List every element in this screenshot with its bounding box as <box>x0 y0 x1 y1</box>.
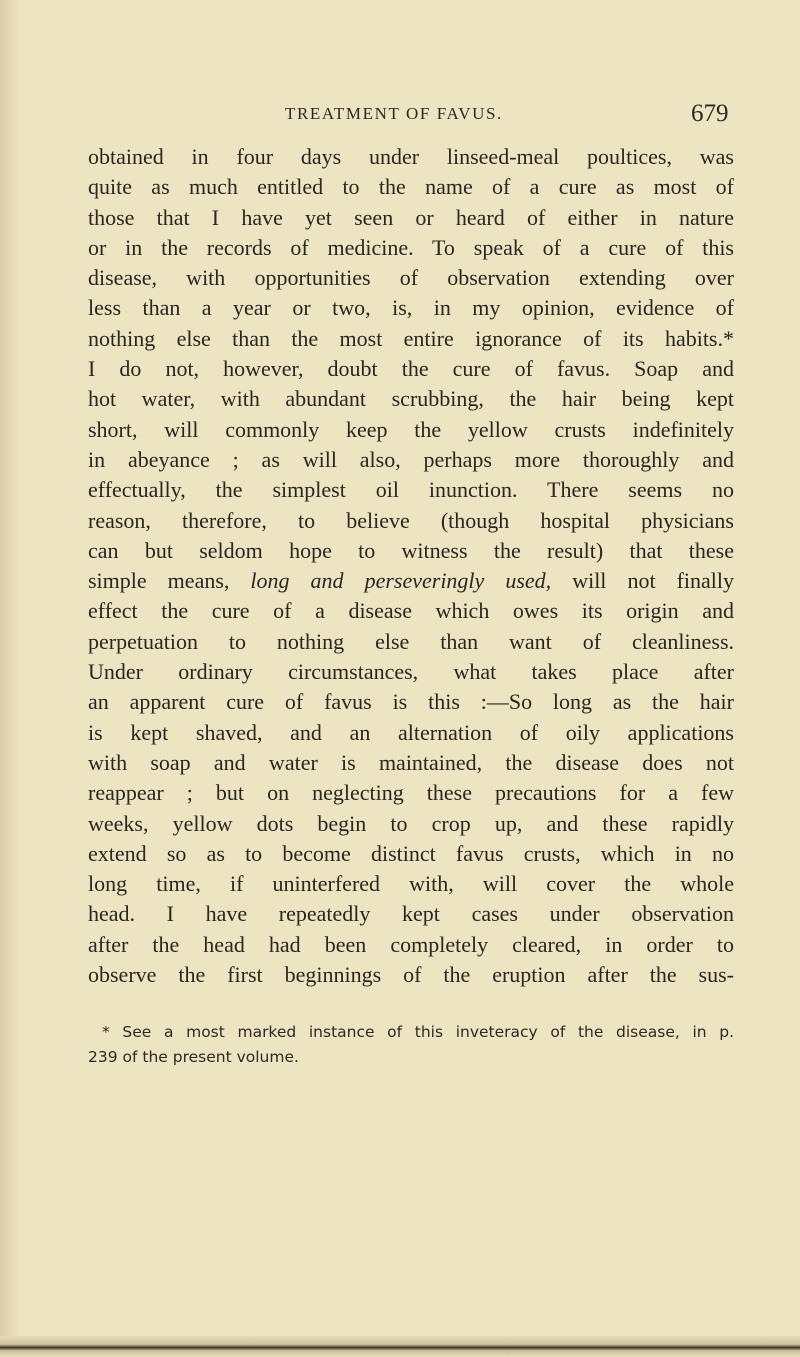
text-line: with soap and water is maintained, the disease does not <box>88 749 734 775</box>
text-line: obtained in four days under linseed-meal poultices, was <box>88 144 734 169</box>
text-line-with-italic <box>88 566 734 596</box>
text-segment: simple means, <box>88 568 251 594</box>
text-line: Under ordinary circumstances, what takes place after <box>88 659 734 685</box>
text-line: effect the cure of a disease which owes its origin and <box>88 598 734 624</box>
text-line: after the head had been completely cleared, in order to <box>88 931 734 957</box>
text-line: disease, with opportunities of observation extending over <box>88 265 734 291</box>
text-line: effectually, the simplest oil inunction. There seems no <box>88 477 734 503</box>
text-line: less than a year or two, is, in my opinion, evidence of <box>88 295 734 321</box>
text-line: head. I have repeatedly kept cases under observation <box>88 901 734 927</box>
text-line: weeks, yellow dots begin to crop up, and these rapidly <box>88 810 734 836</box>
text-line: extend so as to become distinct favus crusts, which in no <box>88 840 734 866</box>
footnote-line: * See a most marked instance of this inveteracy of the disease, in p. <box>102 1023 734 1041</box>
text-line: can but seldom hope to witness the result) that these <box>88 537 734 563</box>
text-line: or in the records of medicine. To speak of a cure of this <box>88 234 734 260</box>
text-line: an apparent cure of favus is this :—So long as the hair <box>88 689 734 715</box>
text-line: short, will commonly keep the yellow crusts indefinitely <box>88 416 734 442</box>
text-line: reason, therefore, to believe (though hospital physicians <box>88 507 734 533</box>
text-line: hot water, with abundant scrubbing, the hair being kept <box>88 386 734 412</box>
text-line: those that I have yet seen or heard of either in nature <box>88 204 734 230</box>
running-head <box>0 100 800 132</box>
text-line: reappear ; but on neglecting these precautions for a few <box>88 780 734 806</box>
italic-phrase: long and perseveringly used, <box>250 568 552 594</box>
text-line: observe the first beginnings of the eruption after the sus- <box>88 962 734 988</box>
text-line: I do not, however, doubt the cure of favus. Soap and <box>88 356 734 382</box>
text-segment: will not finally <box>551 568 735 594</box>
page-bottom-edge <box>0 1336 800 1357</box>
text-line: long time, if uninterfered with, will cover the whole <box>88 871 734 897</box>
page-gutter-shadow <box>0 0 20 1357</box>
footnote <box>88 1020 734 1070</box>
text-line: quite as much entitled to the name of a cure as most of <box>88 174 734 200</box>
page-number: 679 <box>691 100 729 127</box>
text-line: nothing else than the most entire ignorance of its habits.* <box>88 325 734 351</box>
text-line: perpetuation to nothing else than want of cleanliness. <box>88 628 734 654</box>
footnote-line: 239 of the present volume. <box>88 1048 299 1066</box>
text-line: in abeyance ; as will also, perhaps more thoroughly and <box>88 446 734 472</box>
running-title: TREATMENT OF FAVUS. <box>285 104 503 123</box>
text-line: is kept shaved, and an alternation of oily applications <box>88 719 734 745</box>
body-text <box>88 142 734 990</box>
